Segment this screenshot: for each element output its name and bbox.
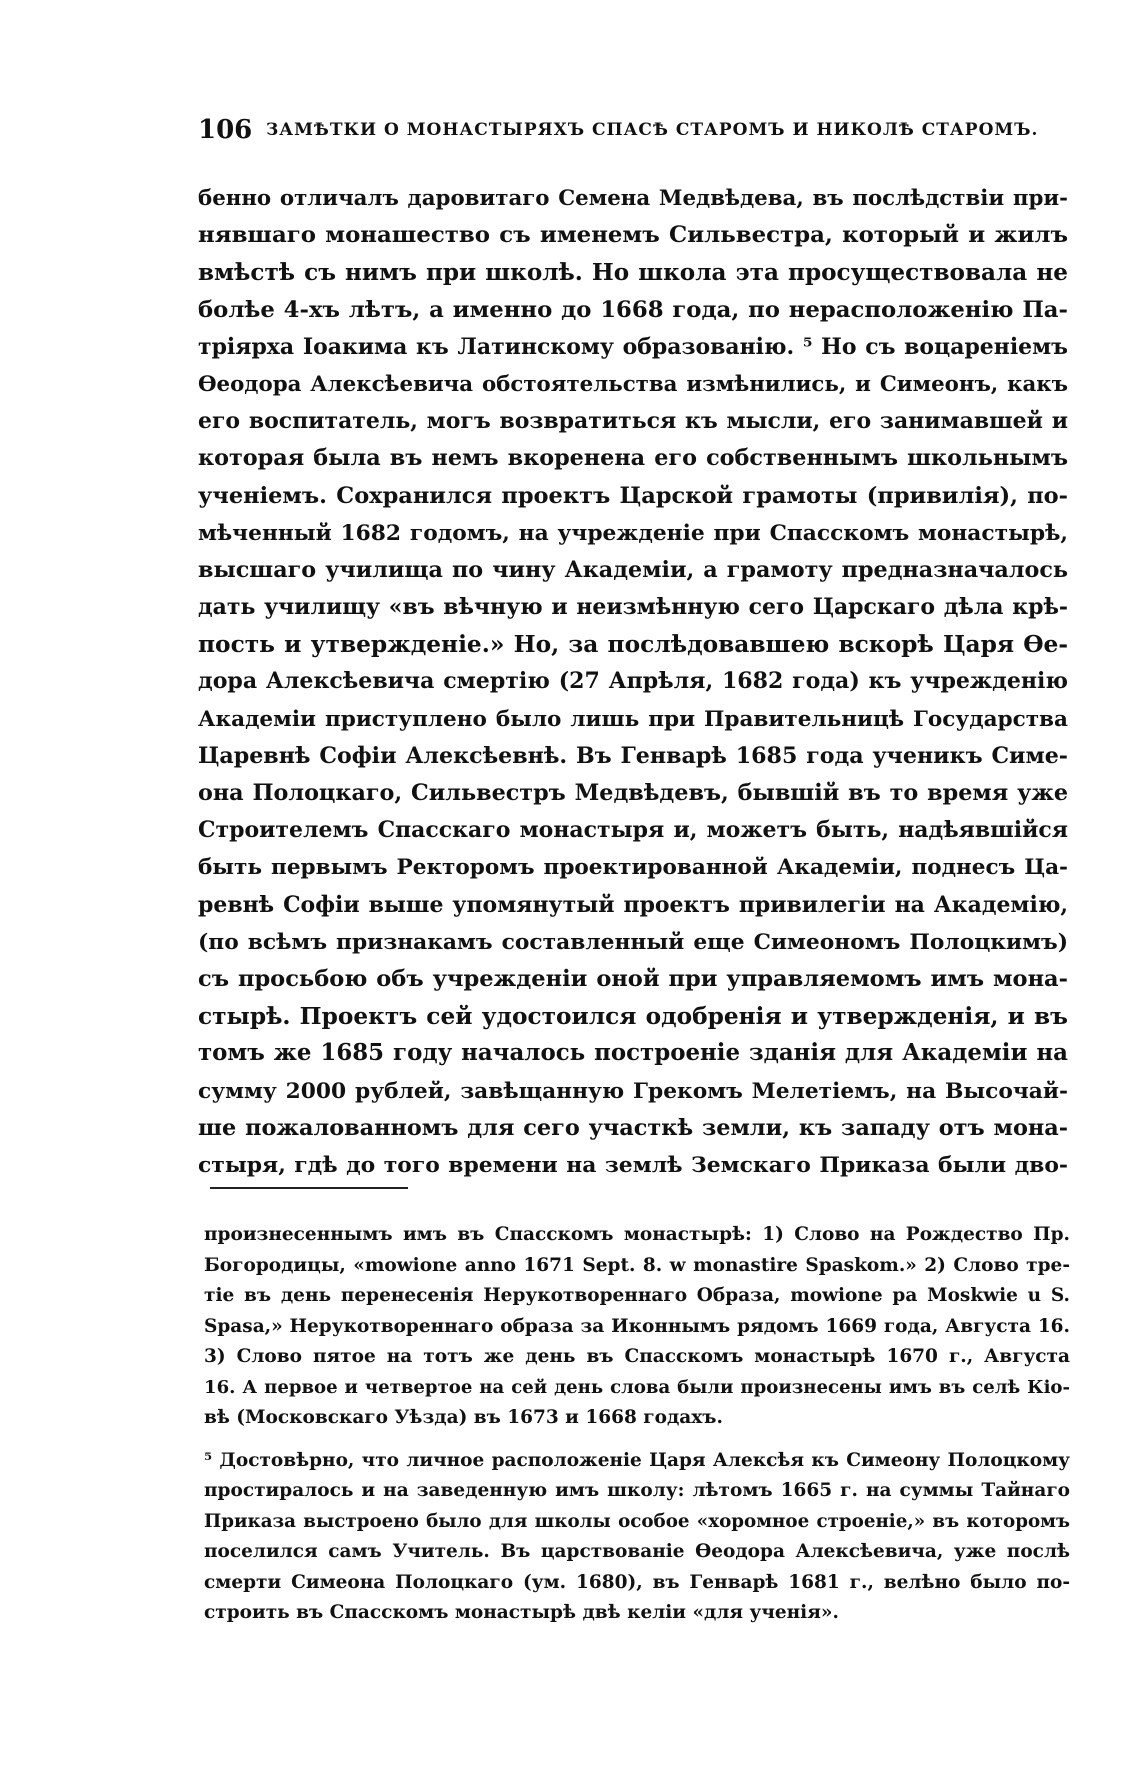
footnote-line: строить въ Спасскомъ монастырѣ двѣ келіи «для ученія». xyxy=(204,1602,839,1623)
main-text xyxy=(198,180,1068,1184)
text-line: сумму 2000 рублей, завѣщанную Грекомъ Мелетіемъ, на Высочай- xyxy=(198,1078,1068,1104)
text-line: быть первымъ Ректоромъ проектированной Академіи, поднесъ Ца- xyxy=(198,855,1068,881)
footnote-line: 16. А первое и четвертое на сей день слова были произнесены имъ въ селѣ Кіо- xyxy=(204,1376,1070,1398)
text-line: томъ же 1685 году началось построеніе зданія для Академіи на xyxy=(198,1040,1068,1067)
text-line: ревнѣ Софіи выше упомянутый проектъ привилегіи на Академію, xyxy=(198,891,1068,918)
text-line: стыря, гдѣ до того времени на землѣ Земскаго Приказа были дво- xyxy=(198,1151,1068,1178)
text-line: вмѣстѣ съ нимъ при школѣ. Но школа эта просуществовала не xyxy=(198,259,1068,287)
footnote-line: поселился самъ Учитель. Въ царствованіе Ѳеодора Алексѣевича, уже послѣ xyxy=(204,1541,1070,1562)
footnote-5 xyxy=(204,1446,1070,1629)
footnote-line: Богородицы, «mowione anno 1671 Sept. 8. w monastire Spaskom.» 2) Слово тре- xyxy=(204,1254,1070,1276)
text-line: Академіи приступлено было лишь при Правительницѣ Государства xyxy=(198,706,1068,732)
text-line: Строителемъ Спасскаго монастыря и, можетъ быть, надѣявшійся xyxy=(198,817,1068,844)
text-line: мѣченный 1682 годомъ, на учрежденіе при Спасскомъ монастырѣ, xyxy=(198,520,1068,546)
text-line: ученіемъ. Сохранился проектъ Царской грамоты (привилія), по- xyxy=(198,482,1068,509)
text-line: дора Алексѣевича смертію (27 Апрѣля, 1682 года) къ учрежденію xyxy=(198,668,1068,695)
footnote-line: тіе въ день перенесенія Нерукотвореннаго Образа, mowione pa Moskwie u S. xyxy=(204,1285,1070,1306)
text-line: ше пожалованномъ для сего участкѣ земли, къ западу отъ мона- xyxy=(198,1114,1068,1141)
text-line: (по всѣмъ признакамъ составленный еще Симеономъ Полоцкимъ) xyxy=(198,929,1068,955)
text-line: его воспитатель, могъ возвратиться къ мысли, его занимавшей и xyxy=(198,408,1068,435)
text-line: тріярха Іоакима къ Латинскому образованію. ⁵ Но съ воцареніемъ xyxy=(198,333,1068,360)
text-line: съ просьбою объ учрежденіи оной при управляемомъ имъ мона- xyxy=(198,965,1068,992)
text-line: дать училищу «въ вѣчную и неизмѣнную сего Царскаго дѣла крѣ- xyxy=(198,594,1068,621)
footnote-gap xyxy=(204,1434,1070,1446)
footnote-divider xyxy=(210,1187,408,1189)
text-line: высшаго училища по чину Академіи, а грамоту предназначалось xyxy=(198,556,1068,583)
running-title: ЗАМѢТКИ О МОНАСТЫРЯХЪ СПАСѢ СТАРОМЪ И НИКОЛѢ СТАРОМЪ. xyxy=(266,120,1039,140)
page-number: 106 xyxy=(198,115,253,145)
footnote-line: Приказа выстроено было для школы особое «хоромное строеніе,» въ которомъ xyxy=(204,1510,1070,1532)
page-header xyxy=(198,112,1046,148)
footnote-line: простиралось и на заведенную имъ школу: лѣтомъ 1665 г. на суммы Тайнаго xyxy=(204,1480,1070,1501)
text-line: она Полоцкаго, Сильвестръ Медвѣдевъ, бывшій въ то время уже xyxy=(198,780,1068,806)
text-line: Царевнѣ Софіи Алексѣевнѣ. Въ Генварѣ 1685 года ученикъ Симе- xyxy=(198,742,1068,769)
footnote-line: 3) Слово пятое на тотъ же день въ Спасскомъ монастырѣ 1670 г., Августа xyxy=(204,1346,1070,1367)
footnote-continued xyxy=(204,1220,1070,1434)
text-line: нявшаго монашество съ именемъ Сильвестра, который и жилъ xyxy=(198,222,1068,249)
footnote-line: ⁵ Достовѣрно, что личное расположеніе Царя Алексѣя къ Симеону Полоцкому xyxy=(204,1449,1070,1471)
text-line: стырѣ. Проектъ сей удостоился одобренія и утвержденія, и въ xyxy=(198,1003,1068,1031)
footnote-line: произнесеннымъ имъ въ Спасскомъ монастырѣ: 1) Слово на Рождество Пр. xyxy=(204,1224,1070,1245)
text-line: болѣе 4-хъ лѣтъ, а именно до 1668 года, по нерасположенію Па- xyxy=(198,296,1068,323)
footnote-line: Spasa,» Нерукотвореннаго образа за Иконнымъ рядомъ 1669 года, Августа 16. xyxy=(204,1315,1070,1337)
footnote-line: смерти Симеона Полоцкаго (ум. 1680), въ Генварѣ 1681 г., велѣно было по- xyxy=(204,1571,1070,1593)
text-line: Ѳеодора Алексѣевича обстоятельства измѣнились, и Симеонъ, какъ xyxy=(198,371,1068,397)
footnote-line: вѣ (Московскаго Уѣзда) въ 1673 и 1668 годахъ. xyxy=(204,1407,723,1428)
text-line: пость и утвержденіе.» Но, за послѣдовавшею вскорѣ Царя Ѳе- xyxy=(198,631,1068,659)
text-line: которая была въ немъ вкоренена его собственнымъ школьнымъ xyxy=(198,445,1068,472)
text-line: бенно отличалъ даровитаго Семена Медвѣдева, въ послѣдствіи при- xyxy=(198,186,1068,211)
footnotes xyxy=(204,1220,1070,1629)
